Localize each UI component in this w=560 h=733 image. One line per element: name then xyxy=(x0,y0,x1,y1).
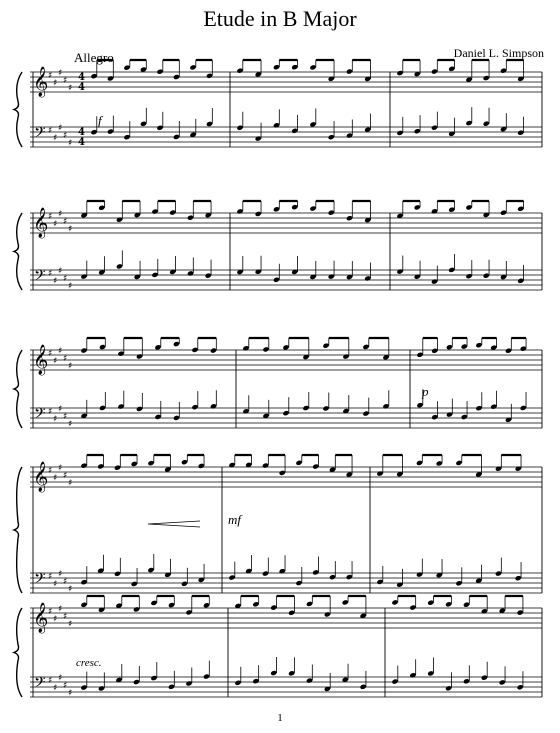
key-sharp-icon: ♯ xyxy=(53,356,58,367)
treble-clef-icon: 𝄞 xyxy=(33,603,49,633)
system-brace xyxy=(14,608,22,697)
key-sharp-icon: ♯ xyxy=(63,412,68,422)
time-signature: 4 xyxy=(78,82,85,93)
key-sharp-icon: ♯ xyxy=(58,266,63,277)
key-sharp-icon: ♯ xyxy=(58,123,63,134)
key-sharp-icon: ♯ xyxy=(48,607,53,617)
key-sharp-icon: ♯ xyxy=(53,133,58,144)
key-sharp-icon: ♯ xyxy=(63,577,68,587)
key-sharp-icon: ♯ xyxy=(48,126,53,136)
key-sharp-icon: ♯ xyxy=(53,473,58,484)
key-sharp-icon: ♯ xyxy=(58,463,63,474)
composer-name: Daniel L. Simpson xyxy=(453,46,544,60)
key-sharp-icon: ♯ xyxy=(68,281,73,292)
key-sharp-icon: ♯ xyxy=(63,217,68,227)
treble-clef-icon: 𝄞 xyxy=(33,345,49,375)
key-sharp-icon: ♯ xyxy=(53,414,58,425)
bass-clef-icon: 𝄢 xyxy=(34,674,46,695)
key-sharp-icon: ♯ xyxy=(48,71,53,81)
system-brace xyxy=(14,213,22,290)
key-sharp-icon: ♯ xyxy=(53,614,58,625)
key-sharp-icon: ♯ xyxy=(53,276,58,287)
key-sharp-icon: ♯ xyxy=(48,466,53,476)
time-signature: 4 xyxy=(78,72,85,83)
key-sharp-icon: ♯ xyxy=(68,224,73,235)
key-sharp-icon: ♯ xyxy=(48,572,53,582)
dynamic-mezzo-forte: mf xyxy=(228,512,241,527)
key-sharp-icon: ♯ xyxy=(68,361,73,372)
time-signature: 4 xyxy=(78,127,85,138)
crescendo-text: cresc. xyxy=(76,657,102,669)
crescendo-hairpin xyxy=(148,521,200,527)
key-sharp-icon: ♯ xyxy=(58,209,63,220)
key-sharp-icon: ♯ xyxy=(68,83,73,94)
tempo-marking: Allegro xyxy=(74,50,114,65)
time-signature: 4 xyxy=(78,137,85,148)
treble-clef-icon: 𝄞 xyxy=(33,462,49,492)
page-number: 1 xyxy=(277,712,283,724)
key-sharp-icon: ♯ xyxy=(48,676,53,686)
key-sharp-icon: ♯ xyxy=(48,212,53,222)
key-sharp-icon: ♯ xyxy=(68,619,73,630)
key-sharp-icon: ♯ xyxy=(63,76,68,86)
key-sharp-icon: ♯ xyxy=(68,478,73,489)
treble-clef-icon: 𝄞 xyxy=(33,67,49,97)
key-sharp-icon: ♯ xyxy=(58,604,63,615)
bass-clef-icon: 𝄢 xyxy=(34,570,46,591)
key-sharp-icon: ♯ xyxy=(58,673,63,684)
key-sharp-icon: ♯ xyxy=(63,354,68,364)
key-sharp-icon: ♯ xyxy=(53,683,58,694)
key-sharp-icon: ♯ xyxy=(68,584,73,595)
key-sharp-icon: ♯ xyxy=(68,138,73,149)
key-sharp-icon: ♯ xyxy=(63,471,68,481)
bass-clef-icon: 𝄢 xyxy=(34,405,46,426)
page-title: Etude in B Major xyxy=(203,6,357,31)
key-sharp-icon: ♯ xyxy=(53,78,58,89)
key-sharp-icon: ♯ xyxy=(63,131,68,141)
bass-clef-icon: 𝄢 xyxy=(34,124,46,145)
key-sharp-icon: ♯ xyxy=(63,612,68,622)
key-sharp-icon: ♯ xyxy=(63,274,68,284)
key-sharp-icon: ♯ xyxy=(63,681,68,691)
system-brace xyxy=(14,72,22,147)
key-sharp-icon: ♯ xyxy=(48,349,53,359)
key-sharp-icon: ♯ xyxy=(68,419,73,430)
key-sharp-icon: ♯ xyxy=(58,346,63,357)
treble-clef-icon: 𝄞 xyxy=(33,208,49,238)
system-brace xyxy=(14,467,22,593)
key-sharp-icon: ♯ xyxy=(53,219,58,230)
key-sharp-icon: ♯ xyxy=(68,688,73,699)
key-sharp-icon: ♯ xyxy=(58,404,63,415)
key-sharp-icon: ♯ xyxy=(48,269,53,279)
key-sharp-icon: ♯ xyxy=(53,579,58,590)
bass-clef-icon: 𝄢 xyxy=(34,267,46,288)
system-brace xyxy=(14,350,22,428)
dynamic-piano: p xyxy=(422,384,429,399)
dynamic-forte: f xyxy=(98,113,102,128)
key-sharp-icon: ♯ xyxy=(58,68,63,79)
key-sharp-icon: ♯ xyxy=(48,407,53,417)
key-sharp-icon: ♯ xyxy=(58,569,63,580)
